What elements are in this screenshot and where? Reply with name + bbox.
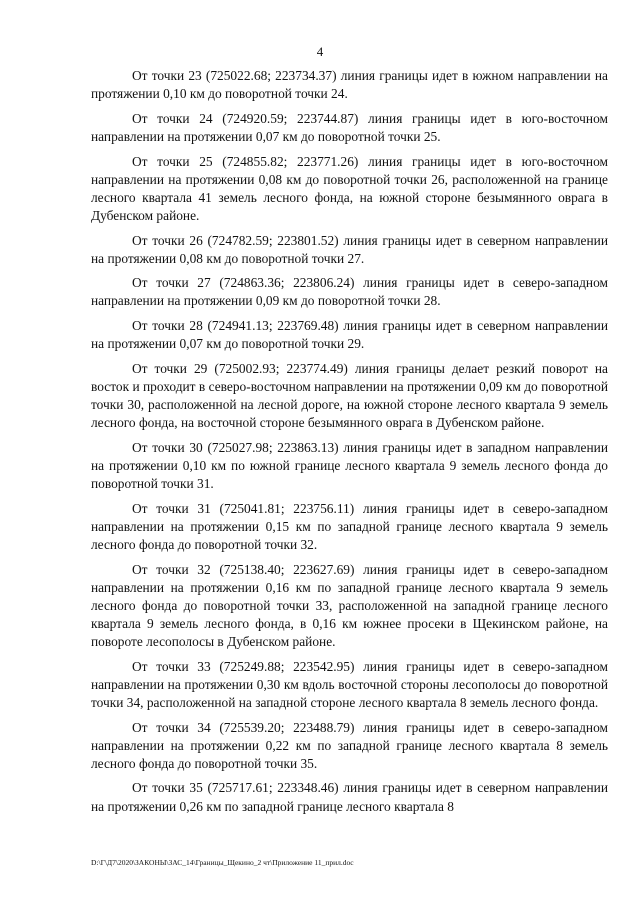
paragraph: От точки 31 (725041.81; 223756.11) линия границы идет в северо-западном направлении на протяжении 0,15 км по западной границе лесного квартала 9 земель лесного фонда до поворотной точки 32.: [91, 500, 608, 552]
paragraph: От точки 34 (725539.20; 223488.79) линия границы идет в северо-западном направлении на протяжении 0,22 км по западной границе лесного квартала 8 земель лесного фонда до поворотной точки 35.: [91, 719, 608, 771]
paragraph: От точки 28 (724941.13; 223769.48) линия границы идет в северном направлении на протяжении 0,07 км до поворотной точки 29.: [91, 318, 608, 352]
footer-file-path: D:\Г\Д7\2020\ЗАКОНЫ\ЗАС_14\Границы_Щекино_2 чт\Приложение 11_прил.doc: [91, 858, 354, 867]
paragraph: От точки 30 (725027.98; 223863.13) линия границы идет в западном направлении на протяжении 0,10 км по южной границе лесного квартала 9 земель лесного фонда до поворотной точки 31.: [91, 439, 608, 492]
paragraph: От точки 25 (724855.82; 223771.26) линия границы идет в юго-восточном направлении на протяжении 0,08 км до поворотной точки 26, расположенной на границе лесного квартала 41 земель лесного фонда, на южной стороне безымянного оврага в Дубенском районе.: [91, 153, 608, 223]
paragraph: От точки 35 (725717.61; 223348.46) линия границы идет в северном направлении на протяжении 0,26 км по западной границе лесного квартала 8: [91, 780, 608, 814]
paragraph: От точки 32 (725138.40; 223627.69) линия границы идет в северо-западном направлении на протяжении 0,16 км по западной границе лесного квартала 9 земель лесного фонда до поворотной точки 33, расположенной на западной границе лесного квартала 9 земель лесного фонда, в 0,16 км южнее просеки в Щекинском районе, на повороте лесополосы в Дубенском районе.: [91, 561, 608, 649]
document-body: [91, 67, 608, 822]
paragraph: От точки 33 (725249.88; 223542.95) линия границы идет в северо-западном направлении на протяжении 0,30 км вдоль восточной стороны лесополосы до поворотной точки 34, расположенной на западной стороне лесного квартала 8 земель лесного фонда.: [91, 658, 608, 710]
paragraph: От точки 27 (724863.36; 223806.24) линия границы идет в северо-западном направлении на протяжении 0,09 км до поворотной точки 28.: [91, 275, 608, 309]
page-number: 4: [316, 44, 324, 59]
paragraph: От точки 23 (725022.68; 223734.37) линия границы идет в южном направлении на протяжении 0,10 км до поворотной точки 24.: [91, 68, 608, 102]
paragraph: От точки 24 (724920.59; 223744.87) линия границы идет в юго-восточном направлении на протяжении 0,07 км до поворотной точки 25.: [91, 110, 608, 144]
paragraph: От точки 26 (724782.59; 223801.52) линия границы идет в северном направлении на протяжении 0,08 км до поворотной точки 27.: [91, 232, 608, 266]
paragraph: От точки 29 (725002.93; 223774.49) линия границы делает резкий поворот на восток и проходит в северо-восточном направлении на протяжении 0,09 км до поворотной точки 30, расположенной на лесной дороге, на южной стороне лесного квартала 9 земель лесного фонда, на восточной стороне безымянного оврага в Дубенском районе.: [91, 360, 608, 431]
